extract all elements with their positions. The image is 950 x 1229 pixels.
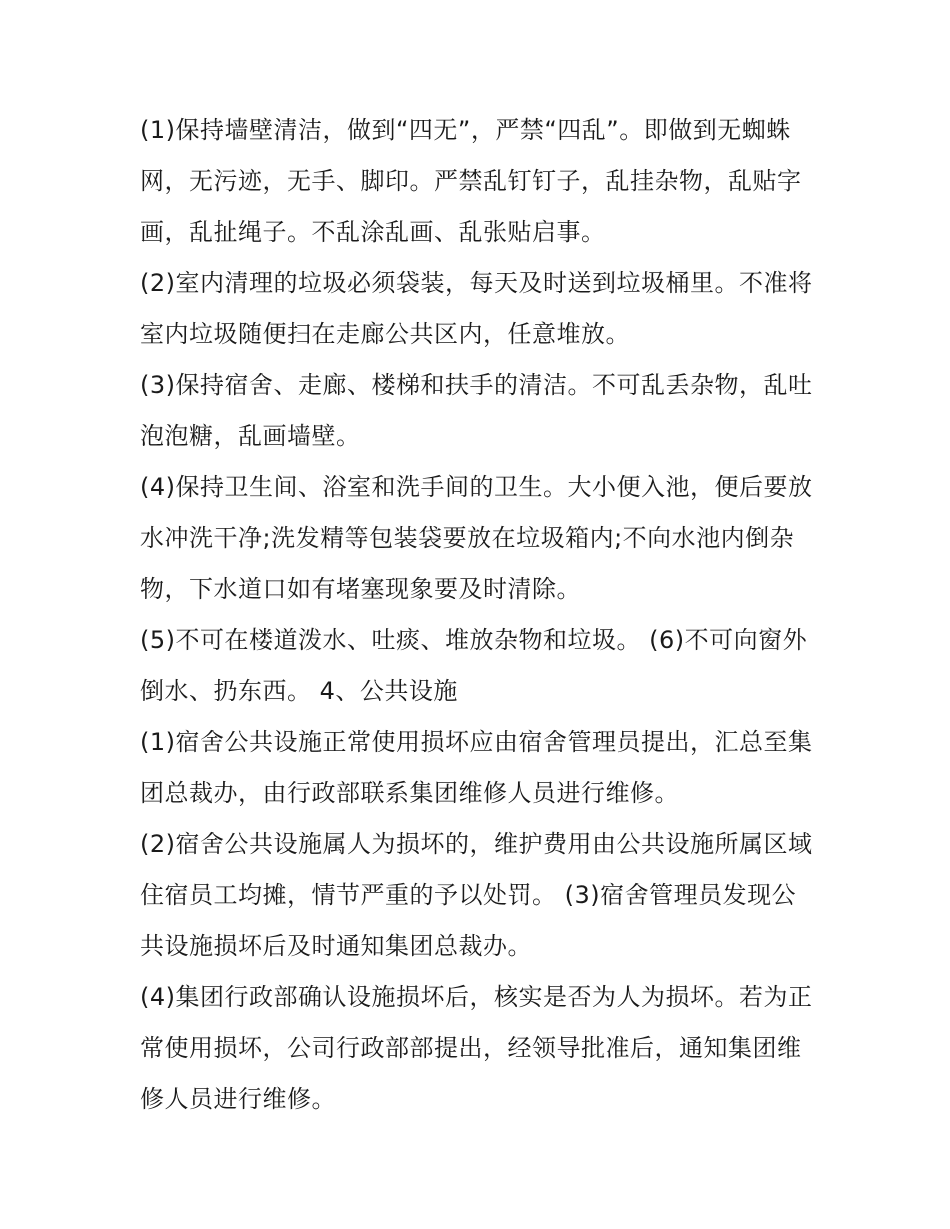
paragraph-repair-procedure: (4)集团行政部确认设施损坏后，核实是否为人为损坏。若为正常使用损坏，公司行政部部提出，经领导批准后，通知集团维修人员进行维修。 bbox=[140, 983, 813, 1113]
paragraph-hallway-rules: (5)不可在楼道泼水、吐痰、堆放杂物和垃圾。 (6)不可向窗外倒水、扔东西。 4、公共设施 bbox=[140, 626, 808, 705]
paragraph-facility-damage-report: (1)宿舍公共设施正常使用损坏应由宿舍管理员提出，汇总至集团总裁办，由行政部联系集团维修人员进行维修。 bbox=[140, 728, 813, 807]
paragraph-wall-cleanliness: (1)保持墙壁清洁，做到“四无”，严禁“四乱”。即做到无蜘蛛网，无污迹，无手、脚印。严禁乱钉钉子，乱挂杂物，乱贴字画，乱扯绳子。不乱涂乱画、乱张贴启事。 bbox=[140, 116, 802, 246]
paragraph-bathroom-hygiene: (4)保持卫生间、浴室和洗手间的卫生。大小便入池，便后要放水冲洗干净;洗发精等包装袋要放在垃圾箱内;不向水池内倒杂物，下水道口如有堵塞现象要及时清除。 bbox=[140, 473, 813, 603]
paragraph-garbage-bagging: (2)室内清理的垃圾必须袋装，每天及时送到垃圾桶里。不准将室内垃圾随便扫在走廊公共区内，任意堆放。 bbox=[140, 269, 813, 348]
document-body bbox=[140, 105, 820, 1125]
paragraph-corridor-cleanliness: (3)保持宿舍、走廊、楼梯和扶手的清洁。不可乱丢杂物，乱吐泡泡糖，乱画墙壁。 bbox=[140, 371, 813, 450]
paragraph-man-made-damage: (2)宿舍公共设施属人为损坏的，维护费用由公共设施所属区域住宿员工均摊，情节严重的予以处罚。 (3)宿舍管理员发现公共设施损坏后及时通知集团总裁办。 bbox=[140, 830, 813, 960]
